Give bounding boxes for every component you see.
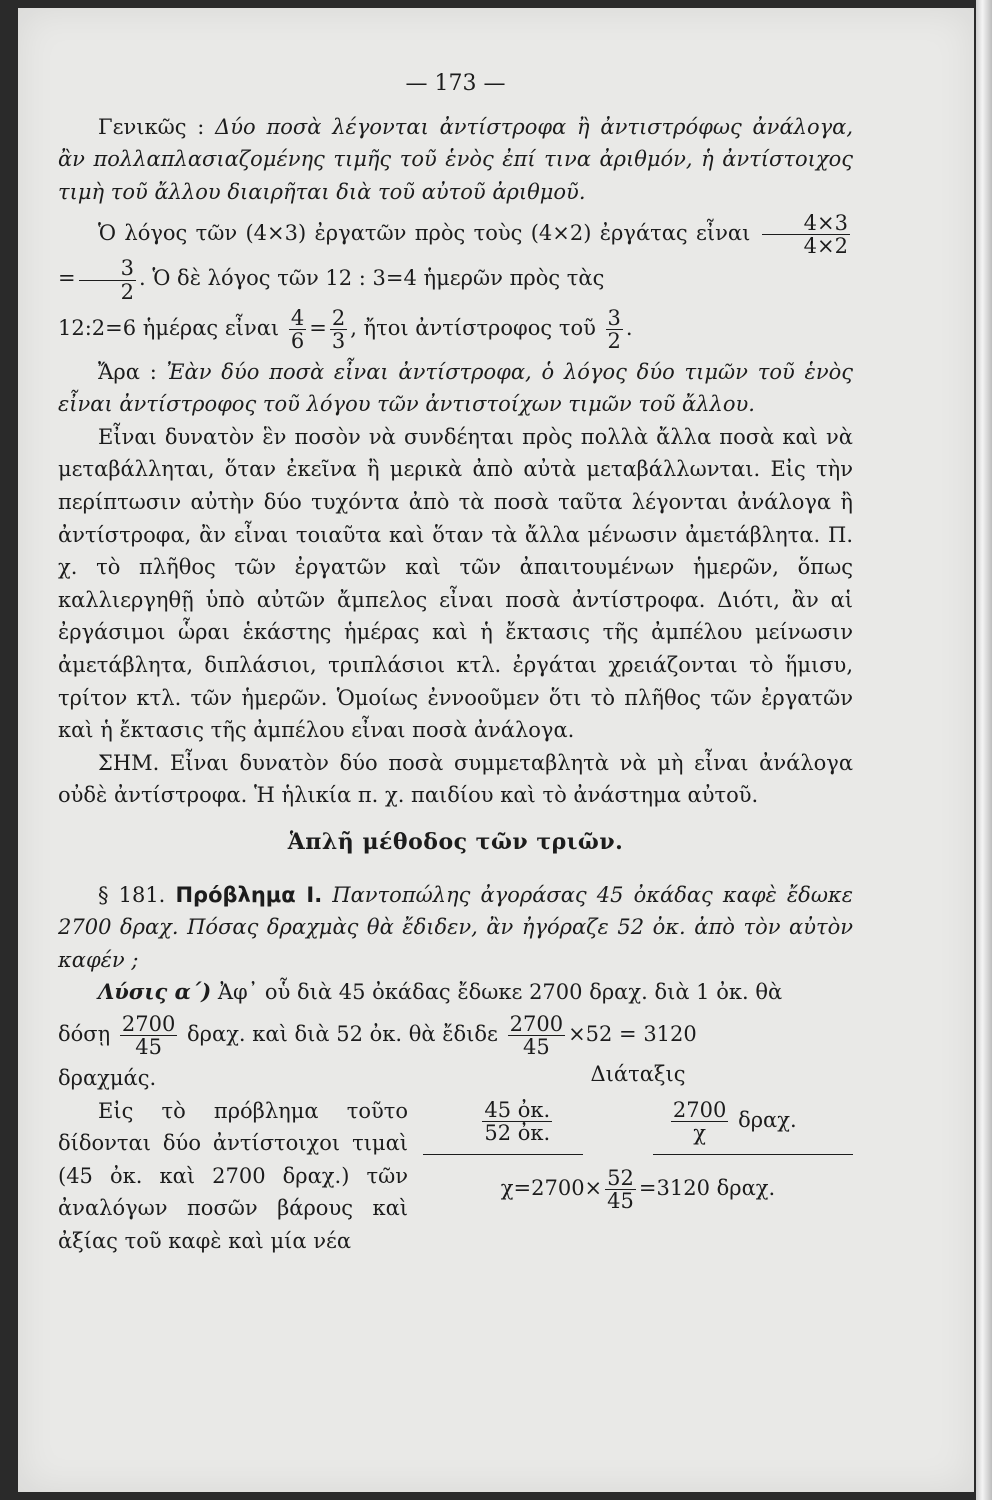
fraction-45-den-b: 45: [522, 1034, 550, 1059]
fraction-2700-num: 2700: [121, 1011, 176, 1036]
fraction-b-den: 2: [120, 279, 134, 304]
solution-text: Ἀφ᾿ οὗ διὰ 45 ὀκάδας ἔδωκε 2700 δραχ. διὰ 1 ὀκ. θὰ: [217, 980, 783, 1005]
rule-paragraph: [58, 356, 853, 421]
fraction-c-num: 4: [290, 305, 305, 330]
fraction-2700-45: [120, 1013, 177, 1058]
solution-line-3: δραχμάς.: [58, 1066, 157, 1091]
fraction-b: [79, 257, 136, 302]
ratio2-text-mid: , ἤτοι ἀντίστροφος τοῦ: [350, 315, 596, 340]
definition-text: Δύο ποσὰ λέγονται ἀντίστροφα ἢ ἀντιστρόφως ἀνάλογα, ἂν πολλαπλασιαζομένης τιμῆς τοῦ ἑνὸς ἐπί τινα ἀριθμόν, ἡ ἀντίστοιχος τιμὴ τοῦ ἄλλου διαιρῆται διὰ τοῦ αὐτοῦ ἀριθμοῦ.: [58, 114, 853, 204]
ratio-paragraph: [58, 212, 853, 302]
fraction-2700-45-b: [508, 1013, 565, 1058]
rule-left: [423, 1154, 583, 1156]
result-num: 52: [607, 1166, 634, 1191]
ratio-paragraph-2: 12:2=6 ἡμέρας εἶναι $\frac{4}{6}$ = $\frac{2}{3}$ , ἤτοι ἀντίστροφος τοῦ $\frac{3}{2}$ .: [58, 305, 633, 353]
fraction-a-num: 4×3: [762, 212, 850, 235]
arrangement-title: Διάταξις: [590, 1062, 686, 1087]
fraction-d-den: 3: [331, 328, 346, 353]
rule-text: Ἐὰν δύο ποσὰ εἶναι ἀντίστροφα, ὁ λόγος δύο τιμῶν τοῦ ἑνὸς εἶναι ἀντίστροφος τοῦ λόγου τῶν ἀντιστοίχων τιμῶν τοῦ ἄλλου.: [58, 359, 853, 417]
result-fraction: [605, 1167, 636, 1212]
left-column: [58, 1062, 408, 1258]
fraction-d-num: 2: [331, 305, 346, 330]
solution-label: Λύσις α΄): [98, 979, 212, 1005]
result-den: 45: [607, 1189, 634, 1214]
solution2-c: ×52 = 3120: [568, 1021, 697, 1046]
fraction-e: [606, 307, 623, 352]
problem-number: § 181.: [98, 882, 166, 907]
problem-label: Πρόβλημα I.: [175, 882, 323, 907]
arrangement-52: 52 ὀκ.: [484, 1120, 551, 1145]
problem-text: Παντοπώλης ἀγοράσας 45 ὀκάδας καφὲ ἔδωκε 2700 δραχ. Πόσας δραχμὰς θὰ ἔδιδεν, ἂν ἠγόραζε 52 ὀκ. ἀπὸ τὸν αὐτὸν καφέν ;: [58, 882, 853, 972]
left-column-text: Εἰς τὸ πρόβλημα τοῦτο δίδονται δύο ἀντίστοιχοι τιμαὶ (45 ὀκ. καὶ 2700 δραχ.) τῶν ἀναλόγων ποσῶν βάρους καὶ ἀξίας τοῦ καφὲ καὶ μία νέα: [58, 1098, 408, 1253]
fraction-a-den: 4×2: [803, 234, 848, 259]
arrangement-table: [423, 1099, 853, 1144]
definition-lead: Γενικῶς :: [98, 114, 205, 139]
problem-paragraph: [58, 879, 853, 977]
rule-right: [653, 1154, 853, 1156]
arrangement-panel: [423, 1062, 853, 1258]
note-paragraph: ΣΗΜ. Εἶναι δυνατὸν δύο ποσὰ συμμεταβλητὰ νὰ μὴ εἶναι ἀνάλογα οὐδὲ ἀντίστροφα. Ἡ ἡλικία π. χ. παιδίου καὶ τὸ ἀνάστημα αὐτοῦ.: [58, 750, 853, 808]
equals-sign: =: [58, 266, 76, 291]
rule-lead: Ἄρα :: [98, 359, 157, 384]
ratio-text-mid: . Ὁ δὲ λόγος τῶν 12 : 3=4 ἡμερῶν πρὸς τὰς: [138, 266, 605, 291]
fraction-a: [762, 212, 850, 257]
book-page: [18, 8, 974, 1492]
fraction-d: [330, 307, 347, 352]
fraction-2700-num-b: 2700: [509, 1011, 564, 1036]
ratio2-text-end: .: [625, 315, 633, 340]
definition-paragraph: [58, 111, 853, 209]
solution-line-2: [58, 1013, 853, 1058]
arrangement-money: [668, 1099, 797, 1144]
section-heading: Ἁπλῆ μέθοδος τῶν τριῶν.: [287, 828, 624, 855]
fraction-c-den: 6: [290, 328, 305, 353]
result-b: =3120 δραχ.: [638, 1176, 776, 1201]
ratio2-text-start: 12:2=6 ἡμέρας εἶναι: [58, 315, 280, 340]
page-body: [58, 68, 853, 1258]
result-a: χ=2700×: [500, 1176, 603, 1201]
explanation-paragraph: Εἶναι δυνατὸν ἓν ποσὸν νὰ συνδέηται πρὸς πολλὰ ἄλλα ποσὰ καὶ νὰ μεταβάλληται, ὅταν ἐκεῖνα ἢ μερικὰ ἀπὸ αὐτὰ μεταβάλλωνται. Εἰς τὴν περίπτωσιν αὐτὴν δύο τυχόντα ἀπὸ τὰ ποσὰ ταῦτα λέγονται ἀνάλογα ἢ ἀντίστροφα, ἂν εἶναι τοιαῦτα καὶ ὅταν τὰ ἄλλα μένωσιν ἀμετάβλητα. Π. χ. τὸ πλῆθος τῶν ἐργατῶν καὶ τῶν ἀπαιτουμένων ἡμερῶν, ὅπως καλλιεργηθῇ ὑπὸ αὐτῶν ἄμπελος εἶναι ποσὰ ἀντίστροφα. Διότι, ἂν αἱ ἐργάσιμοι ὧραι ἑκάστης ἡμέρας καὶ ἡ ἔκτασις τῆς ἀμπέλου μείνωσιν ἀμετάβλητα, διπλάσιοι, τριπλάσιοι κτλ. ἐργάται χρειάζονται τὸ ἥμισυ, τρίτον κτλ. τῶν ἡμερῶν. Ὁμοίως ἐννοοῦμεν ὅτι τὸ πλῆθος τῶν ἐργατῶν καὶ ἡ ἔκτασις τῆς ἀμπέλου εἶναι ποσὰ ἀνάλογα.: [58, 424, 853, 743]
arrangement-x: χ: [693, 1120, 707, 1145]
page-edge: [976, 0, 992, 1500]
fraction-45-den: 45: [135, 1034, 162, 1059]
fraction-c: [289, 307, 306, 352]
solution-layout: [58, 1062, 853, 1258]
arrangement-rule: [423, 1154, 853, 1156]
solution2-a: δόσῃ: [58, 1021, 111, 1046]
fraction-e-num: 3: [607, 305, 621, 330]
fraction-b-num: 3: [79, 257, 136, 280]
page-number: — 173 —: [405, 71, 506, 96]
solution-paragraph: [58, 976, 853, 1009]
arrangement-45: 45 ὀκ.: [484, 1097, 551, 1122]
arrangement-weights: [482, 1099, 552, 1144]
arrangement-2700: 2700: [672, 1097, 727, 1122]
result-equation: [423, 1167, 853, 1212]
arrangement-unit: δραχ.: [738, 1107, 797, 1132]
fraction-e-den: 2: [607, 328, 621, 353]
solution2-b: δραχ. καὶ διὰ 52 ὀκ. θὰ ἔδιδε: [187, 1021, 498, 1046]
arrangement-money-frac: [671, 1099, 728, 1144]
ratio-text-start: Ὁ λόγος τῶν (4×3) ἐργατῶν πρὸς τοὺς (4×2) ἐργάτας εἶναι: [98, 221, 751, 246]
